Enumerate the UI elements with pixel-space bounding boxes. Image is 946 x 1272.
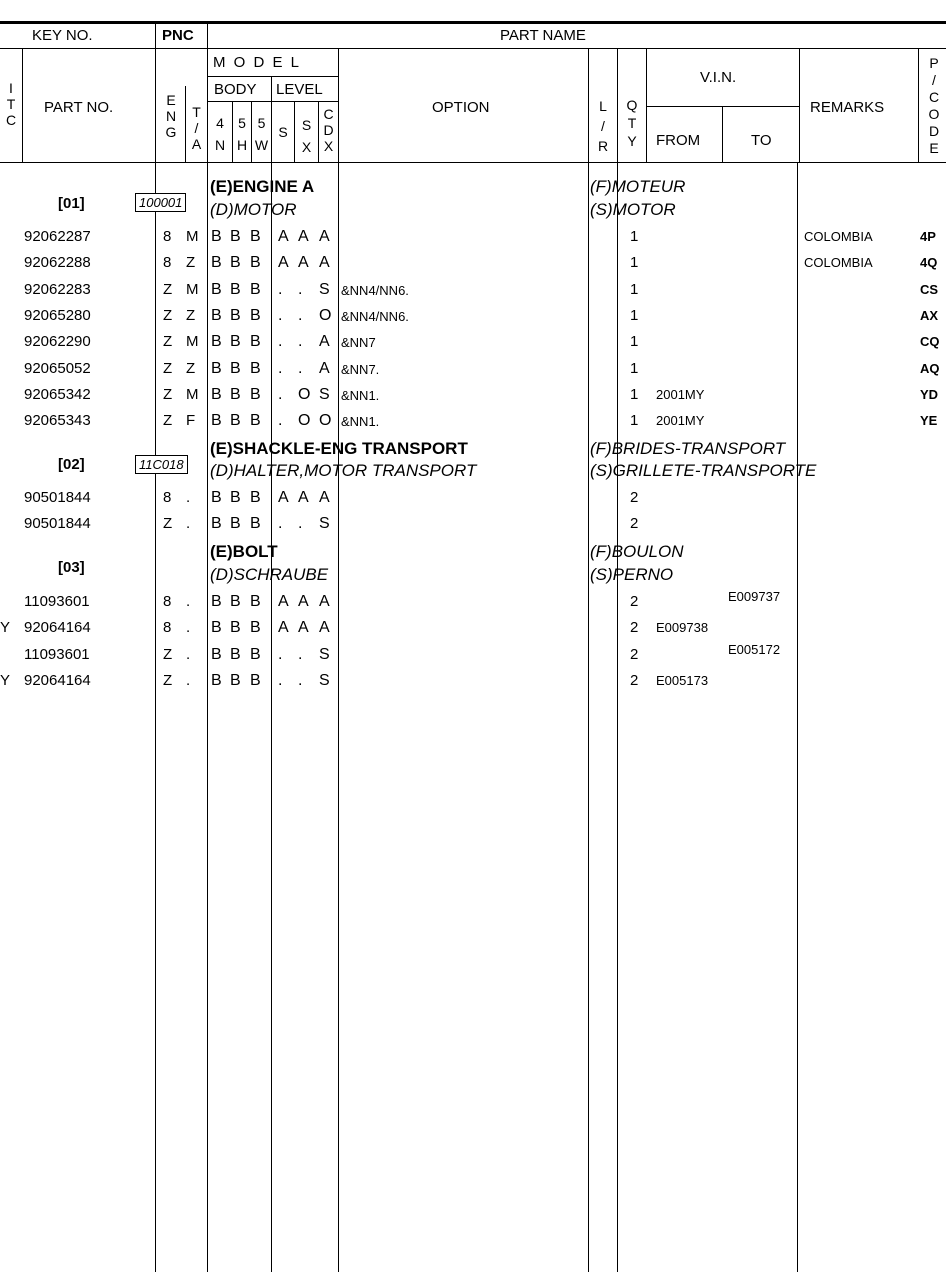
- from-to-divider: [722, 106, 723, 162]
- level-s: .: [278, 306, 283, 324]
- level-s: .: [278, 280, 283, 298]
- level-s: .: [278, 671, 283, 689]
- body-5h: B: [230, 228, 241, 245]
- body-4n: B: [211, 280, 222, 298]
- body-5h: B: [230, 593, 241, 610]
- level-sx: A: [298, 254, 309, 272]
- part-name-s-01: (S)MOTOR: [590, 200, 676, 219]
- body-5h: B: [230, 333, 241, 351]
- body-col-qty: [617, 162, 618, 1272]
- body-5w: B: [250, 489, 261, 506]
- part-name-e-02: (E)SHACKLE-ENG TRANSPORT: [210, 439, 468, 458]
- part-no: 92065342: [24, 385, 91, 403]
- level-s: A: [278, 619, 289, 637]
- option-divider: [338, 48, 339, 162]
- key-no-03: [03]: [58, 559, 85, 576]
- body-5w: B: [250, 385, 261, 403]
- body-5h-header: 5 H: [236, 115, 248, 153]
- part-name-d-03: (D)SCHRAUBE: [210, 565, 329, 584]
- eng-code: Z: [163, 333, 173, 351]
- vin-from: E009738: [656, 620, 709, 636]
- ta-header: T / A: [191, 104, 202, 152]
- body-5h: B: [230, 412, 241, 430]
- level-sx: O: [298, 385, 311, 403]
- part-no: 92062283: [24, 280, 91, 298]
- part-name-f-01: (F)MOTEUR: [590, 177, 686, 196]
- part-no-header: PART NO.: [44, 99, 114, 116]
- level-sx: .: [298, 333, 303, 351]
- body-5h: B: [230, 385, 241, 403]
- vin-from: 2001MY: [656, 386, 705, 402]
- eng-code: Z: [163, 385, 173, 403]
- remarks: COLOMBIA: [804, 255, 873, 271]
- key-no-01: [01]: [58, 195, 85, 212]
- eng-code: Z: [163, 306, 173, 324]
- part-name-d-02: (D)HALTER,MOTOR TRANSPORT: [210, 461, 477, 480]
- level-s: A: [278, 593, 289, 610]
- level-s: .: [278, 333, 283, 351]
- body-5h: B: [230, 280, 241, 298]
- quantity: 1: [630, 412, 639, 430]
- level-cdx: S: [319, 385, 330, 403]
- eng-code: Z: [163, 280, 173, 298]
- body-5h: B: [230, 619, 241, 637]
- body-4n: B: [211, 228, 222, 245]
- part-name-e-03: (E)BOLT: [210, 542, 278, 561]
- part-no: 92064164: [24, 619, 91, 637]
- pnc-header: PNC: [162, 27, 194, 44]
- itc-header: I T C: [5, 80, 17, 128]
- ta-code: .: [186, 593, 191, 610]
- body-4n: B: [211, 412, 222, 430]
- level-cdx: A: [319, 489, 330, 506]
- part-no: 92065052: [24, 359, 91, 377]
- part-no: 92064164: [24, 671, 91, 689]
- body-col-option: [338, 162, 339, 1272]
- body-4n: B: [211, 645, 222, 663]
- level-sx: .: [298, 280, 303, 298]
- qty-header: Q T Y: [626, 97, 638, 149]
- option-code: &NN1.: [341, 387, 380, 403]
- ta-code: Z: [186, 359, 196, 377]
- pcode-header: P / C O D E: [928, 55, 940, 156]
- top-rule: [0, 21, 946, 24]
- ta-code: .: [186, 671, 191, 689]
- level-sx: .: [298, 515, 303, 533]
- level-sx: .: [298, 671, 303, 689]
- pcode: CS: [920, 281, 939, 297]
- level-sx: .: [298, 359, 303, 377]
- level-s: .: [278, 515, 283, 533]
- ta-code: F: [186, 412, 196, 430]
- body-5h: B: [230, 671, 241, 689]
- part-no: 92065280: [24, 306, 91, 324]
- eng-code: Z: [163, 515, 173, 533]
- level-sx: O: [298, 412, 311, 430]
- body-4n: B: [211, 254, 222, 272]
- ta-code: M: [186, 333, 199, 351]
- body-4n: B: [211, 671, 222, 689]
- option-code: &NN7.: [341, 361, 380, 377]
- model-header: M O D E L: [213, 54, 302, 71]
- ta-code: .: [186, 489, 191, 506]
- part-name-d-01: (D)MOTOR: [210, 200, 297, 219]
- option-code: &NN1.: [341, 414, 380, 430]
- part-no: 92062290: [24, 333, 91, 351]
- quantity: 2: [630, 671, 639, 689]
- eng-code: Z: [163, 412, 173, 430]
- key-no-02: [02]: [58, 456, 85, 473]
- level-cdx: A: [319, 254, 330, 272]
- body-5w: B: [250, 333, 261, 351]
- key-no-header: KEY NO.: [32, 27, 93, 44]
- quantity: 2: [630, 593, 639, 610]
- eng-code: 8: [163, 619, 172, 637]
- body-4n: B: [211, 333, 222, 351]
- remarks: COLOMBIA: [804, 229, 873, 244]
- body-col-remarks: [797, 162, 798, 1272]
- body-header: BODY: [214, 81, 257, 98]
- pcode-divider: [918, 48, 919, 162]
- ta-code: .: [186, 515, 191, 533]
- ta-code: M: [186, 228, 199, 245]
- level-cdx: S: [319, 671, 330, 689]
- part-no: 92062288: [24, 254, 91, 272]
- body-5w: B: [250, 306, 261, 324]
- level-header: LEVEL: [276, 81, 323, 98]
- level-s: .: [278, 645, 283, 663]
- pcode: YE: [920, 413, 938, 429]
- part-no: 11093601: [24, 645, 90, 663]
- body-5h: B: [230, 254, 241, 272]
- part-no: 92065343: [24, 412, 91, 430]
- eng-code: Z: [163, 645, 173, 663]
- body-col-lr: [588, 162, 589, 1272]
- body-col-pnc: [155, 162, 156, 1272]
- quantity: 1: [630, 359, 639, 377]
- level-sx: .: [298, 306, 303, 324]
- part-name-header: PART NAME: [500, 27, 586, 44]
- quantity: 1: [630, 306, 639, 324]
- part-no: 92062287: [24, 228, 91, 245]
- part-no: 90501844: [24, 515, 91, 533]
- quantity: 1: [630, 228, 639, 245]
- option-code: &NN7: [341, 335, 376, 351]
- vin-to-header: TO: [751, 132, 772, 149]
- part-name-f-02: (F)BRIDES-TRANSPORT: [590, 439, 786, 458]
- body-5w-header: 5 W: [254, 115, 269, 153]
- eng-code: Z: [163, 359, 173, 377]
- level-cdx: S: [319, 280, 330, 298]
- keyno-divider: [155, 21, 156, 162]
- part-name-f-03: (F)BOULON: [590, 542, 684, 561]
- body-4n: B: [211, 359, 222, 377]
- remarks-header: REMARKS: [810, 99, 885, 116]
- body-4n: B: [211, 385, 222, 403]
- quantity: 1: [630, 280, 639, 298]
- option-code: &NN4/NN6.: [341, 308, 409, 324]
- body-5w: B: [250, 280, 261, 298]
- pcode: YD: [920, 386, 939, 402]
- body-level-divider: [271, 76, 272, 162]
- level-sx: A: [298, 228, 309, 245]
- level-s: .: [278, 412, 283, 430]
- body-4n: B: [211, 489, 222, 506]
- ta-code: .: [186, 619, 191, 637]
- quantity: 2: [630, 619, 639, 637]
- level-cdx: S: [319, 645, 330, 663]
- body-5w: B: [250, 228, 261, 245]
- quantity: 1: [630, 254, 639, 272]
- body-5w: B: [250, 671, 261, 689]
- part-name-s-03: (S)PERNO: [590, 565, 674, 584]
- eng-header: E N G: [165, 92, 177, 140]
- model-rule: [207, 76, 338, 77]
- body-5w: B: [250, 619, 261, 637]
- level-s: A: [278, 489, 289, 506]
- level-cdx: A: [319, 593, 330, 610]
- pcode: 4Q: [920, 255, 938, 271]
- body-4n: B: [211, 515, 222, 533]
- vin-from: E005173: [656, 672, 709, 688]
- ta-code: Z: [186, 306, 196, 324]
- eng-code: 8: [163, 593, 172, 610]
- body-4n: B: [211, 306, 222, 324]
- body-5h: B: [230, 359, 241, 377]
- level-cdx: A: [319, 228, 330, 245]
- header-bottom-rule: [0, 162, 946, 163]
- part-name-s-02: (S)GRILLETE-TRANSPORTE: [590, 461, 817, 480]
- vin-header: V.I.N.: [700, 69, 737, 86]
- level-sx: A: [298, 593, 309, 610]
- level-cdx-header: C D X: [323, 106, 334, 154]
- itc-mark: Y: [0, 671, 11, 689]
- body-5w: B: [250, 593, 261, 610]
- level-cdx: A: [319, 333, 330, 351]
- part-name-e-01: (E)ENGINE A: [210, 177, 315, 196]
- level-sx: A: [298, 619, 309, 637]
- body-5w: B: [250, 359, 261, 377]
- vin-to: E009737: [728, 589, 781, 604]
- level-s-header: S: [278, 124, 288, 140]
- ta-code: Z: [186, 254, 196, 272]
- level-s: A: [278, 228, 289, 245]
- pcode: 4P: [920, 229, 936, 244]
- remarks-divider: [799, 48, 800, 162]
- level-cdx: O: [319, 306, 332, 324]
- eng-code: 8: [163, 228, 172, 245]
- vin-from: 2001MY: [656, 413, 705, 429]
- eng-code: Z: [163, 671, 173, 689]
- body-5h: B: [230, 515, 241, 533]
- body-col-body-level: [271, 162, 272, 1272]
- body-5h: B: [230, 306, 241, 324]
- level-s: .: [278, 359, 283, 377]
- itc-divider: [22, 48, 23, 162]
- body-5w: B: [250, 412, 261, 430]
- ta-code: .: [186, 645, 191, 663]
- level-sx-header: S X: [301, 117, 312, 155]
- body-5w: B: [250, 254, 261, 272]
- body-4n: B: [211, 593, 222, 610]
- body-5w: B: [250, 515, 261, 533]
- body-col-model: [207, 162, 208, 1272]
- level-cdx: S: [319, 515, 330, 533]
- lr-header: L / R: [597, 98, 609, 154]
- level-sx: A: [298, 489, 309, 506]
- pcode: AQ: [920, 360, 940, 376]
- quantity: 2: [630, 489, 639, 506]
- vin-divider: [646, 48, 647, 162]
- pnc-box-01: 100001: [135, 193, 186, 212]
- quantity: 1: [630, 385, 639, 403]
- body-5h: B: [230, 489, 241, 506]
- itc-mark: Y: [0, 619, 11, 637]
- level-cdx: A: [319, 619, 330, 637]
- pcode: CQ: [920, 334, 940, 350]
- pcode: AX: [920, 307, 939, 323]
- level-s: A: [278, 254, 289, 272]
- level-sx: .: [298, 645, 303, 663]
- eng-code: 8: [163, 254, 172, 272]
- ta-code: M: [186, 280, 199, 298]
- option-header: OPTION: [432, 99, 490, 116]
- level-cdx: O: [319, 412, 332, 430]
- eng-code: 8: [163, 489, 172, 506]
- header-rule-1: [0, 48, 946, 49]
- level-cdx: A: [319, 359, 330, 377]
- part-no: 11093601: [24, 593, 90, 610]
- part-no: 90501844: [24, 489, 91, 506]
- quantity: 2: [630, 645, 639, 663]
- body-5w: B: [250, 645, 261, 663]
- vin-from-header: FROM: [656, 132, 701, 149]
- quantity: 1: [630, 333, 639, 351]
- pnc-box-02: 11C018: [135, 455, 188, 474]
- body-4n-header: 4 N: [214, 115, 226, 153]
- vin-to: E005172: [728, 641, 781, 657]
- ta-code: M: [186, 385, 199, 403]
- level-s: .: [278, 385, 283, 403]
- quantity: 2: [630, 515, 639, 533]
- body-4n: B: [211, 619, 222, 637]
- option-code: &NN4/NN6.: [341, 282, 409, 298]
- body-5h: B: [230, 645, 241, 663]
